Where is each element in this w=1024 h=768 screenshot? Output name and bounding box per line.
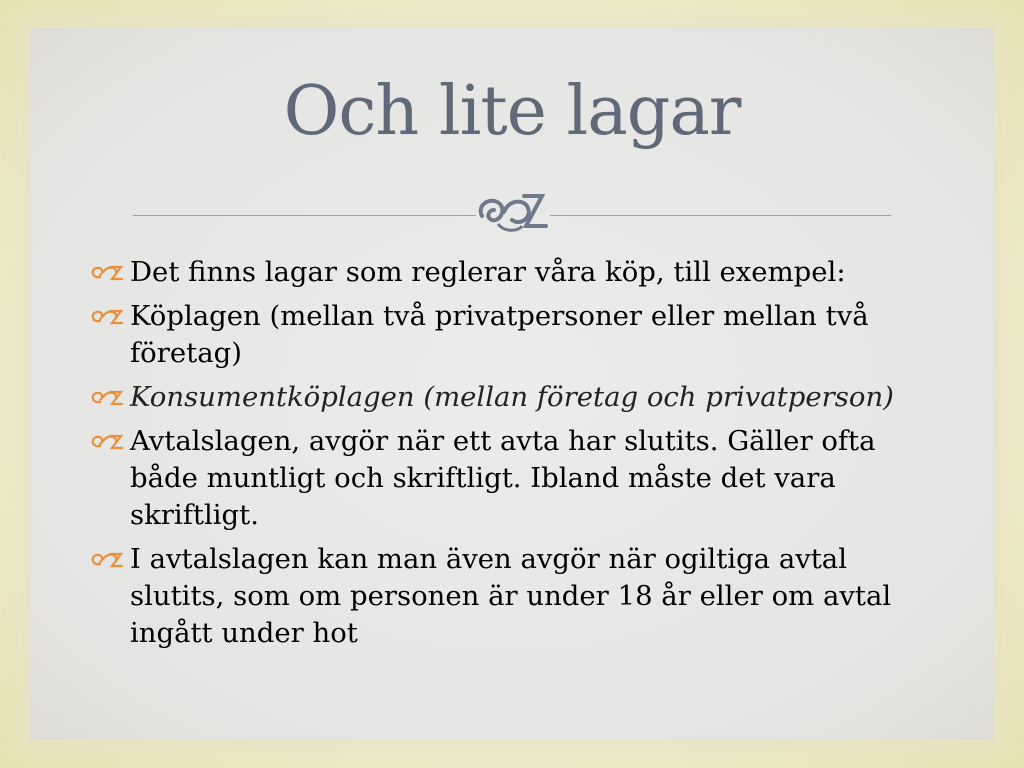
title-divider-right xyxy=(550,215,891,216)
bullet-text: Konsumentköplagen (mellan företag och privatperson) xyxy=(130,381,894,413)
fleuron-ornament-icon xyxy=(474,186,552,238)
bullet-item xyxy=(86,379,946,416)
ornament-bullet-icon xyxy=(88,263,124,283)
bullet-text: Köplagen (mellan två privatpersoner eller mellan två företag) xyxy=(130,300,869,369)
bullet-item xyxy=(86,254,946,291)
bullet-text: Avtalslagen, avgör när ett avta har slutits. Gäller ofta både muntligt och skriftligt. Ibland måste det vara skriftligt. xyxy=(130,425,876,531)
bullet-item xyxy=(86,541,946,652)
bullet-item xyxy=(86,423,946,534)
ornament-bullet-icon xyxy=(88,550,124,570)
bullet-list xyxy=(86,254,946,659)
ornament-bullet-icon xyxy=(88,388,124,408)
title-divider-left xyxy=(133,215,476,216)
ornament-bullet-icon xyxy=(88,307,124,327)
bullet-text: Det finns lagar som reglerar våra köp, till exempel: xyxy=(130,256,846,288)
bullet-item xyxy=(86,298,946,372)
ornament-bullet-icon xyxy=(88,432,124,452)
slide-title: Och lite lagar xyxy=(283,72,741,151)
bullet-text: I avtalslagen kan man även avgör när ogiltiga avtal slutits, som om personen är under 18 år eller om avtal ingått under hot xyxy=(130,543,892,649)
